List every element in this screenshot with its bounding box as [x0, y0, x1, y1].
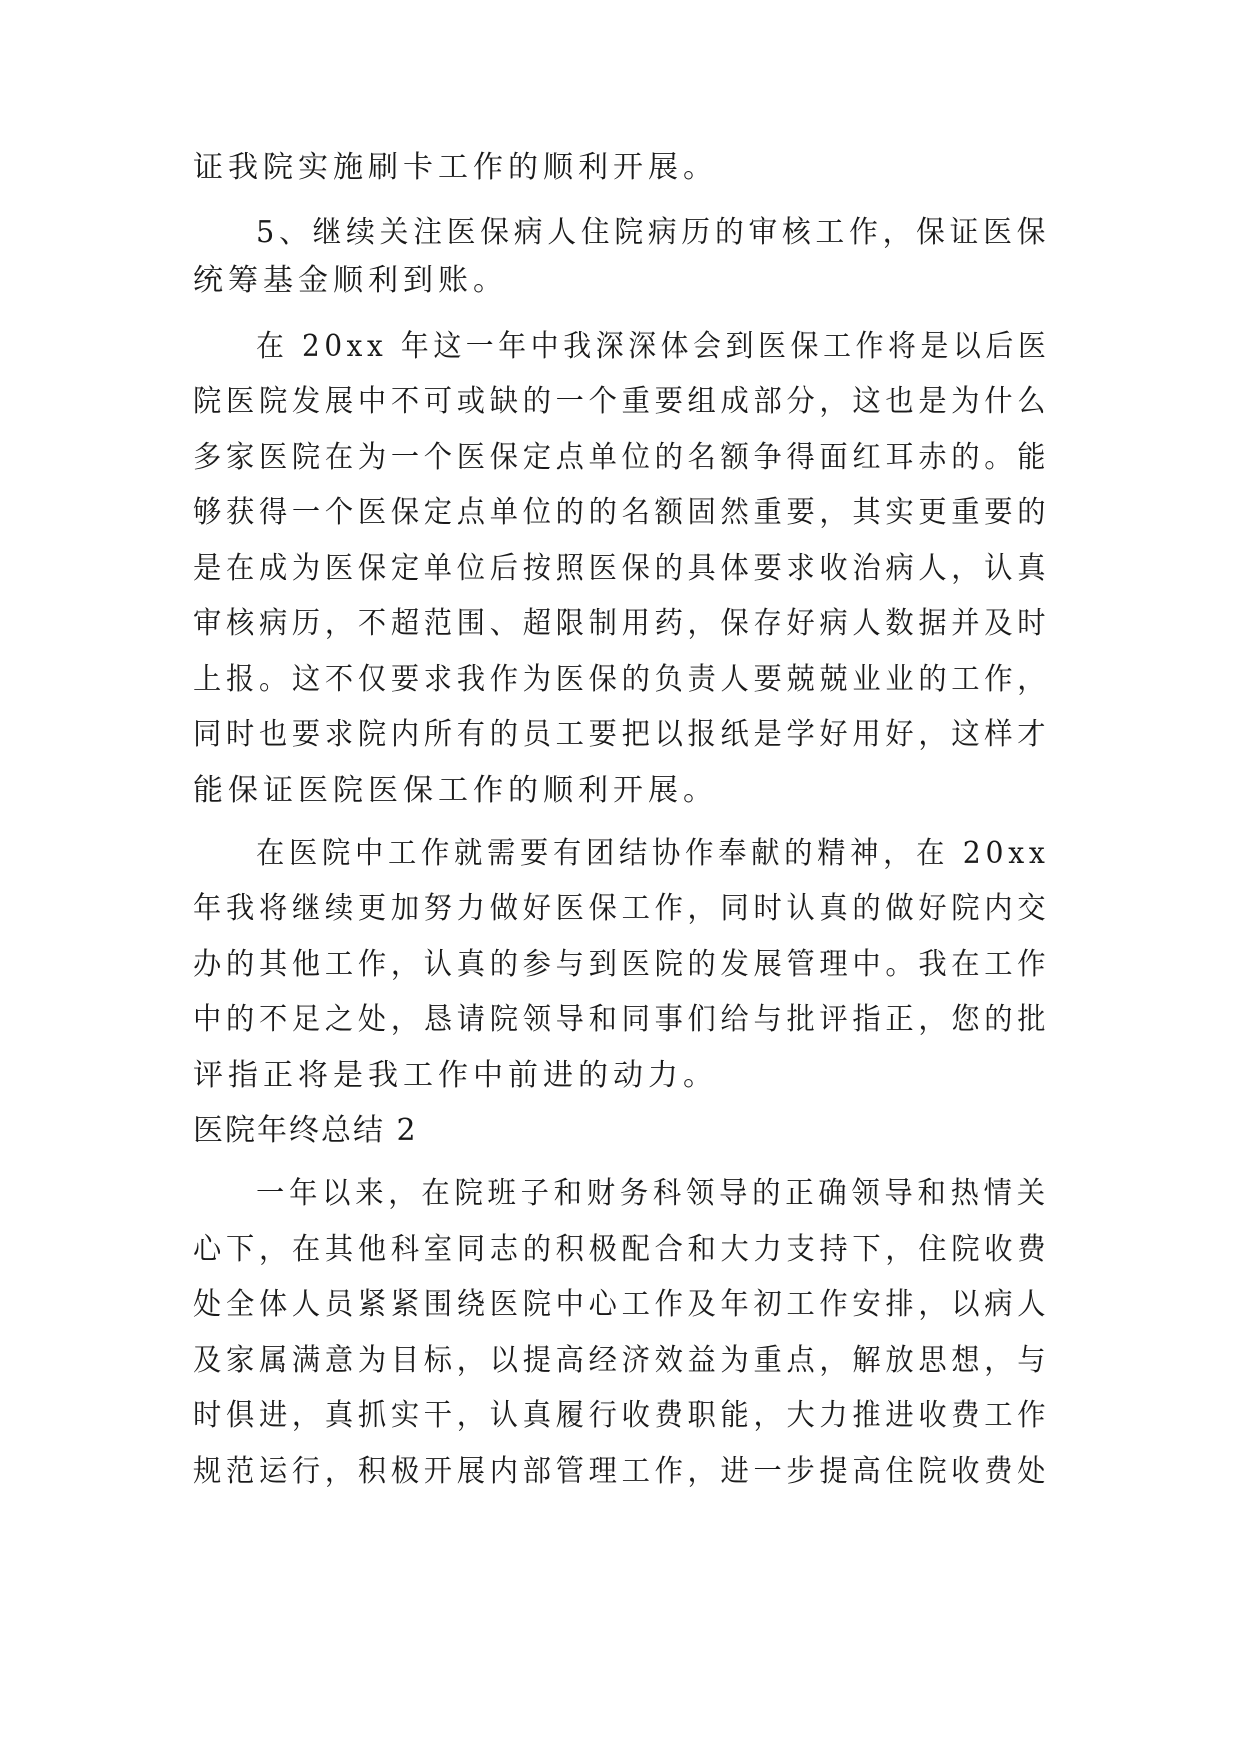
- text-line: 审核病历，不超范围、超限制用药，保存好病人数据并及时: [193, 606, 1051, 641]
- section-heading: 医院年终总结 2: [193, 1113, 418, 1148]
- text-line: 同时也要求院内所有的员工要把以报纸是学好用好，这样才: [193, 717, 1051, 752]
- text-line: 院医院发展中不可或缺的一个重要组成部分，这也是为什么: [193, 384, 1051, 419]
- text-line: 规范运行，积极开展内部管理工作，进一步提高住院收费处: [193, 1454, 1051, 1489]
- text-line: 及家属满意为目标，以提高经济效益为重点，解放思想，与: [193, 1343, 1051, 1378]
- text-line: 年我将继续更加努力做好医保工作，同时认真的做好院内交: [193, 891, 1051, 926]
- text-line: 够获得一个医保定点单位的的名额固然重要，其实更重要的: [193, 495, 1051, 530]
- text-line: 评指正将是我工作中前进的动力。: [193, 1058, 718, 1093]
- paragraph-start: 在医院中工作就需要有团结协作奉献的精神，在 20xx: [256, 836, 1050, 871]
- text-line: 心下，在其他科室同志的积极配合和大力支持下，住院收费: [193, 1232, 1051, 1267]
- text-line: 能保证医院医保工作的顺利开展。: [193, 773, 718, 808]
- text-line: 办的其他工作，认真的参与到医院的发展管理中。我在工作: [193, 947, 1051, 982]
- paragraph-start: 一年以来，在院班子和财务科领导的正确领导和热情关: [256, 1176, 1050, 1211]
- paragraph-start: 在 20xx 年这一年中我深深体会到医保工作将是以后医: [256, 329, 1051, 364]
- list-item-5: 5、继续关注医保病人住院病历的审核工作，保证医保: [256, 215, 1051, 250]
- text-line: 统筹基金顺利到账。: [193, 263, 508, 298]
- text-line: 上报。这不仅要求我作为医保的负责人要兢兢业业的工作，: [193, 662, 1051, 697]
- text-line: 时俱进，真抓实干，认真履行收费职能，大力推进收费工作: [193, 1398, 1051, 1433]
- text-line: 多家医院在为一个医保定点单位的名额争得面红耳赤的。能: [193, 440, 1051, 475]
- text-line: 处全体人员紧紧围绕医院中心工作及年初工作安排，以病人: [193, 1287, 1051, 1322]
- text-line: 证我院实施刷卡工作的顺利开展。: [193, 150, 718, 185]
- text-line: 是在成为医保定单位后按照医保的具体要求收治病人，认真: [193, 551, 1051, 586]
- text-line: 中的不足之处，恳请院领导和同事们给与批评指正，您的批: [193, 1002, 1051, 1037]
